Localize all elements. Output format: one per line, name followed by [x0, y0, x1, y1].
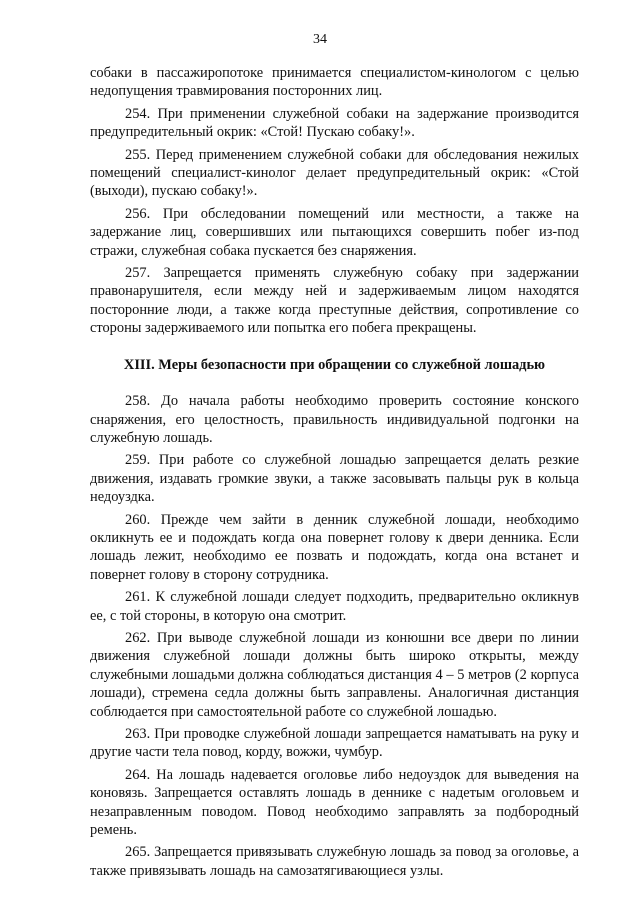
- paragraph-260: 260. Прежде чем зайти в денник служебной лошади, необходимо окликнуть ее и подождать когда она повернет голову к двери денника. Если лошадь лежит, необходимо ее позвать и подождать, когда она встанет и повернет голову в сторону сотрудника.: [90, 511, 579, 583]
- document-body: [90, 64, 579, 884]
- paragraph-259: 259. При работе со служебной лошадью запрещается делать резкие движения, издавать громкие звуки, а также засовывать пальцы рук в кольца недоуздка.: [90, 452, 579, 506]
- paragraph-262: 262. При выводе служебной лошади из конюшни все двери по линии движения служебной лошади должны быть широко открыты, между служебными лошадьми должна соблюдаться дистанция 4 – 5 метров (2 корпуса лошади), стремена седла должны быть заправлены. Аналогичная дистанция соблюдается при самостоятельной работе со служебной лошадью.: [90, 629, 579, 720]
- page-number: 34: [313, 32, 327, 47]
- paragraph-257: 257. Запрещается применять служебную собаку при задержании правонарушителя, если между ней и задерживаемым лицом находятся посторонние люди, а также когда преступные действия, сопротивление со стороны задерживаемого или попытка его побега прекращены.: [90, 265, 579, 337]
- paragraph-254: 254. При применении служебной собаки на задержание производится предупредительный окрик: «Стой! Пускаю собаку!».: [90, 105, 579, 141]
- paragraph-continued: собаки в пассажиропотоке принимается специалистом-кинологом с целью недопущения травмирования посторонних лиц.: [90, 65, 579, 100]
- paragraph-255: 255. Перед применением служебной собаки для обследования нежилых помещений специалист-кинолог делает предупредительный окрик: «Стой (выходи), пускаю собаку!».: [90, 146, 579, 200]
- paragraph-256: 256. При обследовании помещений или местности, а также на задержание лиц, совершивших или пытающихся совершить побег из-под стражи, служебная собака пускается без снаряжения.: [90, 205, 579, 259]
- paragraph-258: 258. До начала работы необходимо проверить состояние конского снаряжения, его целостность, правильность индивидуальной подгонки на служебную лошадь.: [90, 393, 579, 446]
- paragraph-265: 265. Запрещается привязывать служебную лошадь за повод за оголовье, а также привязывать лошадь на самозатягивающиеся узлы.: [90, 844, 579, 879]
- section-heading: XIII. Меры безопасности при обращении со служебной лошадью: [123, 356, 546, 373]
- paragraph-263: 263. При проводке служебной лошади запрещается наматывать на руку и другие части тела повод, корду, вожжи, чумбур.: [90, 726, 579, 761]
- paragraph-261: 261. К служебной лошади следует подходить, предварительно окликнув ее, с той стороны, в которую она смотрит.: [90, 589, 579, 624]
- paragraph-264: 264. На лошадь надевается оголовье либо недоуздок для выведения на коновязь. Запрещается оставлять лошадь в деннике с надетым оголовьем и незаправленным поводом. Повод необходимо заправлять за подбородный ремень.: [90, 766, 579, 839]
